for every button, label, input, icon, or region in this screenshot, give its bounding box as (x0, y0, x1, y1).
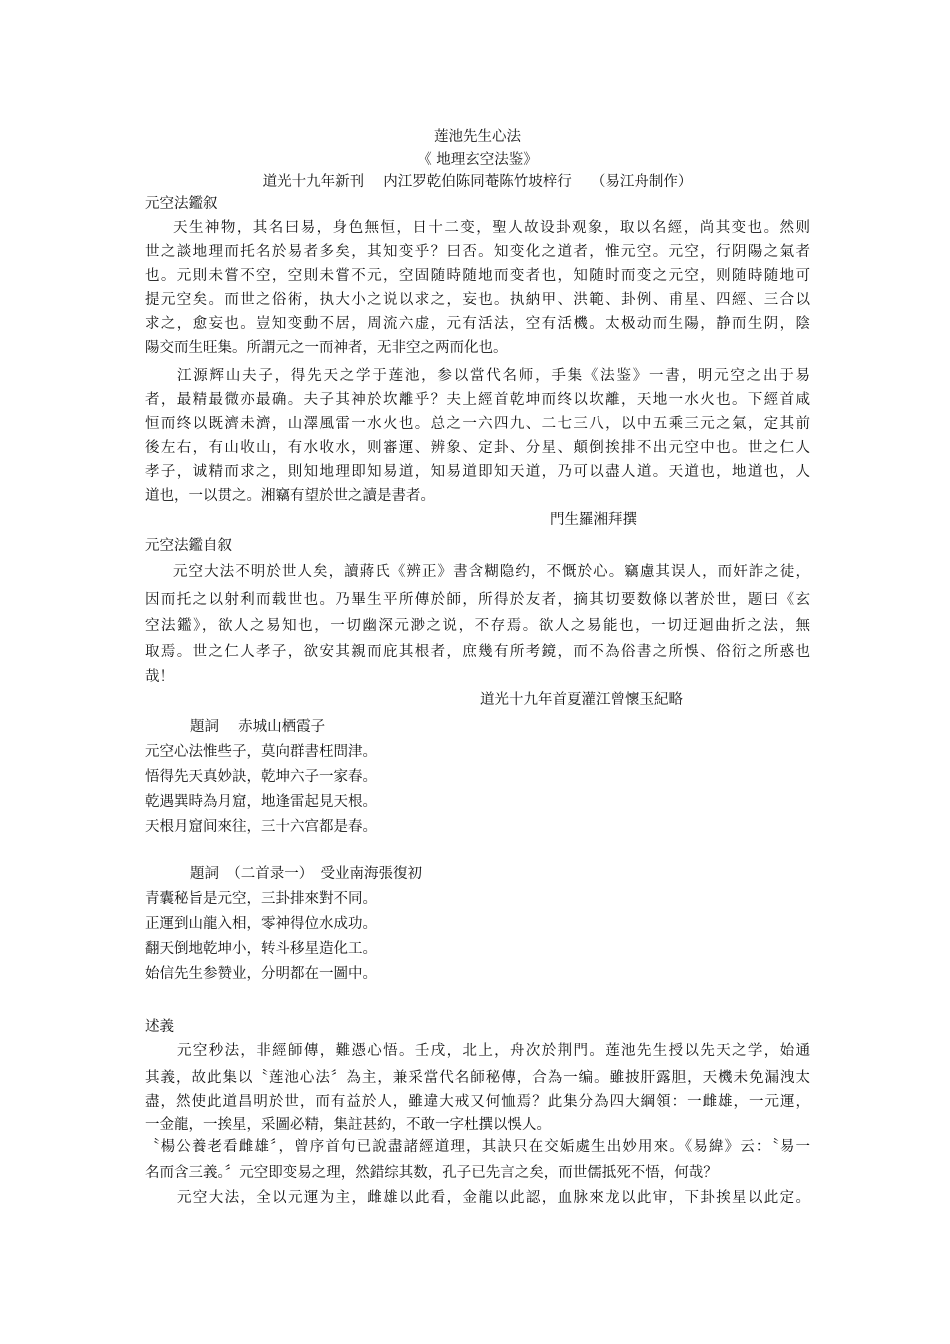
shuyi-line: 名而含三義。〞元空即变易之理，然錯综其数，孔子已先言之矣，而世儒抵死不悟，何哉？ (145, 1165, 718, 1181)
preface1-line: 天生神物，其名曰易，身色無恒，日十二变，聖人故设卦观象，取以名經，尚其变也。然则 (173, 220, 810, 236)
preface1-line: 恒而终以既濟未濟，山澤風雷一水火也。总之一六四九、二七三八，以中五乘三元之氣，定其前 (145, 416, 810, 432)
preface1-line: 者，最精最微亦最确。夫子其神於坎離乎？夫上經首乾坤而终以坎離，天地一水火也。下經首咸 (145, 392, 810, 408)
publication-line: 道光十九年新刊 内江罗乾伯陈同菴陈竹坡梓行 （易江舟制作） (262, 174, 693, 190)
shuyi-line: 一金龍，一挨星，采圖必精，集註甚約，不敢一字杜撰以悞人。 (145, 1117, 551, 1133)
document-title: 莲池先生心法 (434, 129, 521, 145)
shuyi-line: 元空秒法，非經師傳，難憑心悟。壬戌，北上，舟次於荆門。莲池先生授以先天之学，始通 (177, 1043, 810, 1059)
preface2-signature: 道光十九年首夏灌江曾懷玉紀略 (480, 692, 683, 708)
preface1-line: 陽交而生旺集。所謂元之一而神者，无非空之两而化也。 (145, 340, 508, 356)
preface2-line: 因而托之以射利而载世也。乃畢生平所傳於師，所得於友者，摘其切要数條以著於世，题曰《玄 (145, 592, 810, 608)
poem2-line: 翻天倒地乾坤小，转斗移星造化工。 (145, 941, 377, 957)
poem1-line: 悟得先天真妙訣，乾坤六子一家春。 (145, 769, 377, 785)
shuyi-line: 〝楊公養老看雌雄〞，曾序首句已說盡諸經道理，其訣只在交姤處生出妙用來。《易緯》云：〝易一 (145, 1139, 810, 1155)
preface2-heading: 元空法鑑自叙 (145, 538, 232, 554)
document-subtitle: 《 地理玄空法鉴》 (417, 152, 538, 168)
poem1-line: 天根月窟间來往，三十六宫都是春。 (145, 819, 377, 835)
preface1-line: 孝子，诚精而求之，則知地理即知易道，知易道即知天道，乃可以盡人道。天道也，地道也，人 (145, 464, 810, 480)
preface2-line: 空法鑑》，欲人之易知也，一切幽深元渺之说，不存焉。欲人之易能也，一切迂迴曲折之法，無 (145, 618, 810, 634)
shuyi-line: 元空大法，全以元運为主，雌雄以此看，金龍以此認，血脉來龙以此审，下卦挨星以此定。 (177, 1190, 810, 1206)
poem2-heading: 題詞 （二首录一） 受业南海張復初 (190, 866, 422, 882)
preface1-line: 道也，一以贯之。湘竊有望於世之讀是書者。 (145, 488, 435, 504)
shuyi-heading: 述義 (145, 1019, 174, 1035)
poem1-line: 乾遇巽時為月窟，地逢雷起見天根。 (145, 794, 377, 810)
poem2-line: 正運到山龍入相，零神得位水成功。 (145, 916, 377, 932)
poem1-heading: 題詞 赤城山栖霞子 (190, 719, 326, 735)
shuyi-line: 盡，然使此道昌明於世，而有益於人，雖違大戒又何恤焉？此集分為四大綱領：一雌雄，一元運， (145, 1094, 810, 1110)
preface2-line: 哉！ (145, 669, 174, 685)
poem2-line: 始信先生参赞业，分明都在一圖中。 (145, 966, 377, 982)
preface2-line: 取焉。世之仁人孝子，欲安其親而庇其根者，庶幾有所考鏡，而不為俗書之所悞、俗衍之所惑也 (145, 644, 810, 660)
preface2-line: 元空大法不明於世人矣，讀蔣氏《辨正》書含糊隐约，不慨於心。竊慮其误人，而奸詐之徒， (173, 564, 810, 580)
preface1-line: 求之，愈妄也。豈知变動不居，周流六虚，元有活法，空有活機。太极动而生陽，静而生阴，陰 (145, 316, 810, 332)
preface1-line: 提元空矣。而世之俗術，执大小之说以求之，妄也。执納甲、洪範、卦例、甫星、四經、三合以 (145, 292, 810, 308)
preface1-line: 世之談地理而托名於易者多矣，其知变乎？曰否。知变化之道者，惟元空。元空，行阴陽之氣者 (145, 244, 810, 260)
preface1-line: 江源辉山夫子，得先天之学于莲池，参以當代名师，手集《法鉴》一書，明元空之出于易 (177, 368, 810, 384)
preface1-signature: 門生羅湘拜撰 (550, 512, 637, 528)
preface1-line: 後左右，有山收山，有水收水，则審運、辨象、定卦、分星、顛倒挨排不出元空中也。世之仁人 (145, 440, 810, 456)
poem2-line: 青囊秘旨是元空，三卦排來對不同。 (145, 891, 377, 907)
preface1-line: 也。元則未嘗不空，空則未嘗不元，空固随時随地而变者也，知随时而变之元空，则随時随地可 (145, 268, 810, 284)
preface1-heading: 元空法鑑叙 (145, 196, 218, 212)
poem1-line: 元空心法惟些子，莫向群書枉問津。 (145, 744, 377, 760)
shuyi-line: 其義，故此集以〝莲池心法〞為主，兼采當代名師秘傳，合為一编。雖披肝露胆，天機未免漏洩太 (145, 1070, 810, 1086)
